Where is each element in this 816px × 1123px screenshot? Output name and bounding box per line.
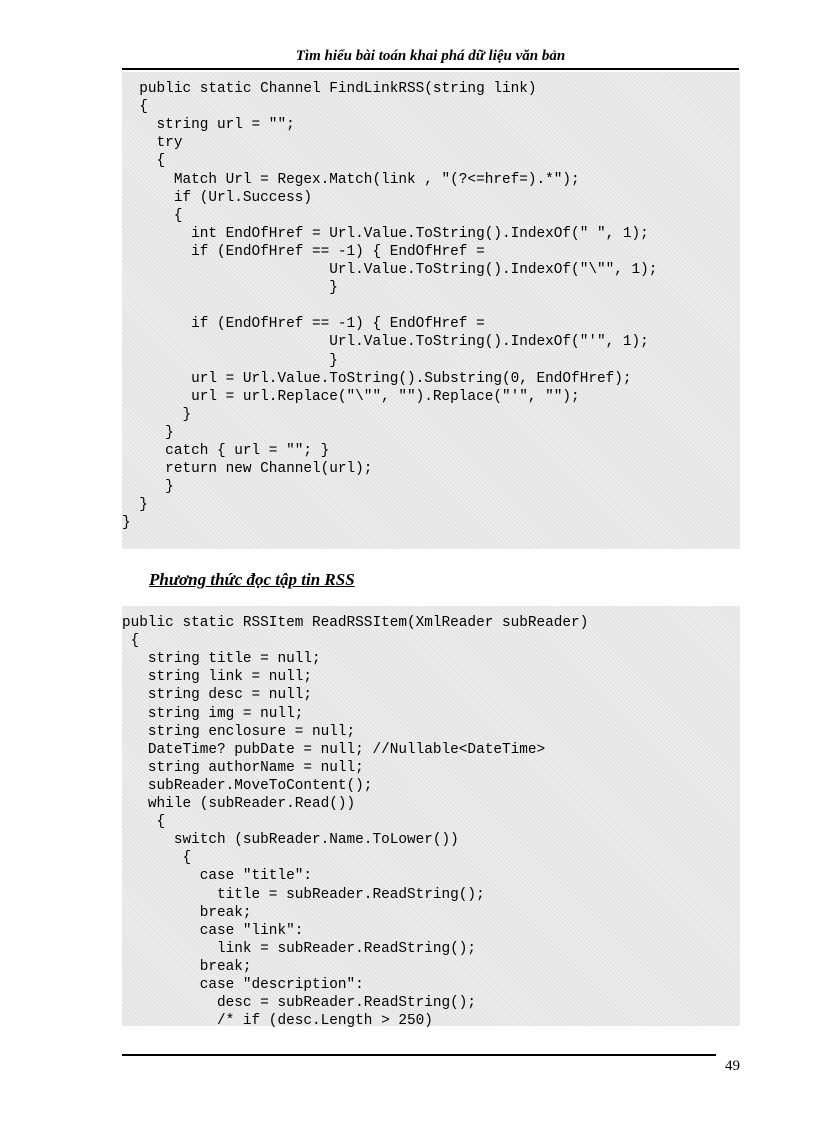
code-block-find-link-rss — [122, 72, 740, 549]
code-line: string authorName = null; — [122, 759, 364, 776]
code-line: public static Channel FindLinkRSS(string link) — [122, 81, 537, 97]
code-line: DateTime? pubDate = null; //Nullable<DateTime> — [122, 741, 546, 758]
code-line: if (EndOfHref == -1) { EndOfHref = — [122, 243, 485, 260]
code-line: string title = null; — [122, 651, 321, 668]
code-line: case "link": — [122, 922, 304, 939]
code-line: while (subReader.Read()) — [122, 796, 356, 812]
code-line: } — [122, 479, 174, 496]
code-line: link = subReader.ReadString(); — [122, 940, 477, 957]
code-line: { — [122, 99, 148, 116]
code-line: string desc = null; — [122, 687, 312, 704]
code-line: } — [122, 280, 338, 297]
code-line: string img = null; — [122, 705, 304, 722]
code-line: { — [122, 207, 183, 224]
section-heading: Phương thức đọc tập tin RSS — [149, 570, 355, 589]
code-line: title = subReader.ReadString(); — [122, 886, 485, 903]
page-number: 49 — [725, 1058, 740, 1074]
code-line: } — [122, 352, 338, 369]
code-line: Url.Value.ToString().IndexOf("'", 1); — [122, 334, 649, 351]
code-line: try — [122, 135, 183, 152]
code-line: if (EndOfHref == -1) { EndOfHref = — [122, 316, 485, 333]
code-line: url = url.Replace("\"", "").Replace("'", ""); — [122, 388, 580, 405]
code-line: return new Channel(url); — [122, 461, 373, 478]
code-line: subReader.MoveToContent(); — [122, 777, 373, 794]
code-block-read-rss-item — [122, 606, 740, 1030]
code-line: int EndOfHref = Url.Value.ToString().IndexOf(" ", 1); — [122, 225, 649, 242]
code-line: url = Url.Value.ToString().Substring(0, EndOfHref); — [122, 370, 632, 387]
code-line: desc = subReader.ReadString(); — [122, 995, 477, 1012]
code-line: if (Url.Success) — [122, 189, 312, 206]
code-line: Match Url = Regex.Match(link , "(?<=href=).*"); — [122, 171, 580, 188]
code-line: } — [122, 406, 192, 423]
code-line: } — [122, 497, 148, 514]
code-line: break; — [122, 904, 252, 921]
code-line: } — [122, 424, 174, 441]
code-line: public static RSSItem ReadRSSItem(XmlReader subReader) — [122, 615, 589, 631]
code-line: switch (subReader.Name.ToLower()) — [122, 832, 459, 849]
code-line: Url.Value.ToString().IndexOf("\"", 1); — [122, 262, 658, 278]
code-line: string enclosure = null; — [122, 723, 356, 740]
code-line: case "title": — [122, 868, 312, 885]
header-rule — [122, 68, 739, 70]
code-line: catch { url = ""; } — [122, 443, 330, 459]
code-line: { — [122, 153, 166, 170]
code-line: { — [122, 850, 192, 867]
code-line: string url = ""; — [122, 117, 295, 134]
running-header: Tìm hiểu bài toán khai phá dữ liệu văn bản — [295, 48, 566, 64]
code-line: { — [122, 633, 140, 650]
code-line: break; — [122, 958, 252, 975]
code-line: } — [122, 515, 131, 532]
footer-rule — [122, 1054, 716, 1056]
code-line: string link = null; — [122, 669, 312, 686]
code-line: { — [122, 814, 166, 831]
code-line: case "description": — [122, 977, 364, 993]
code-line: /* if (desc.Length > 250) — [122, 1013, 433, 1030]
